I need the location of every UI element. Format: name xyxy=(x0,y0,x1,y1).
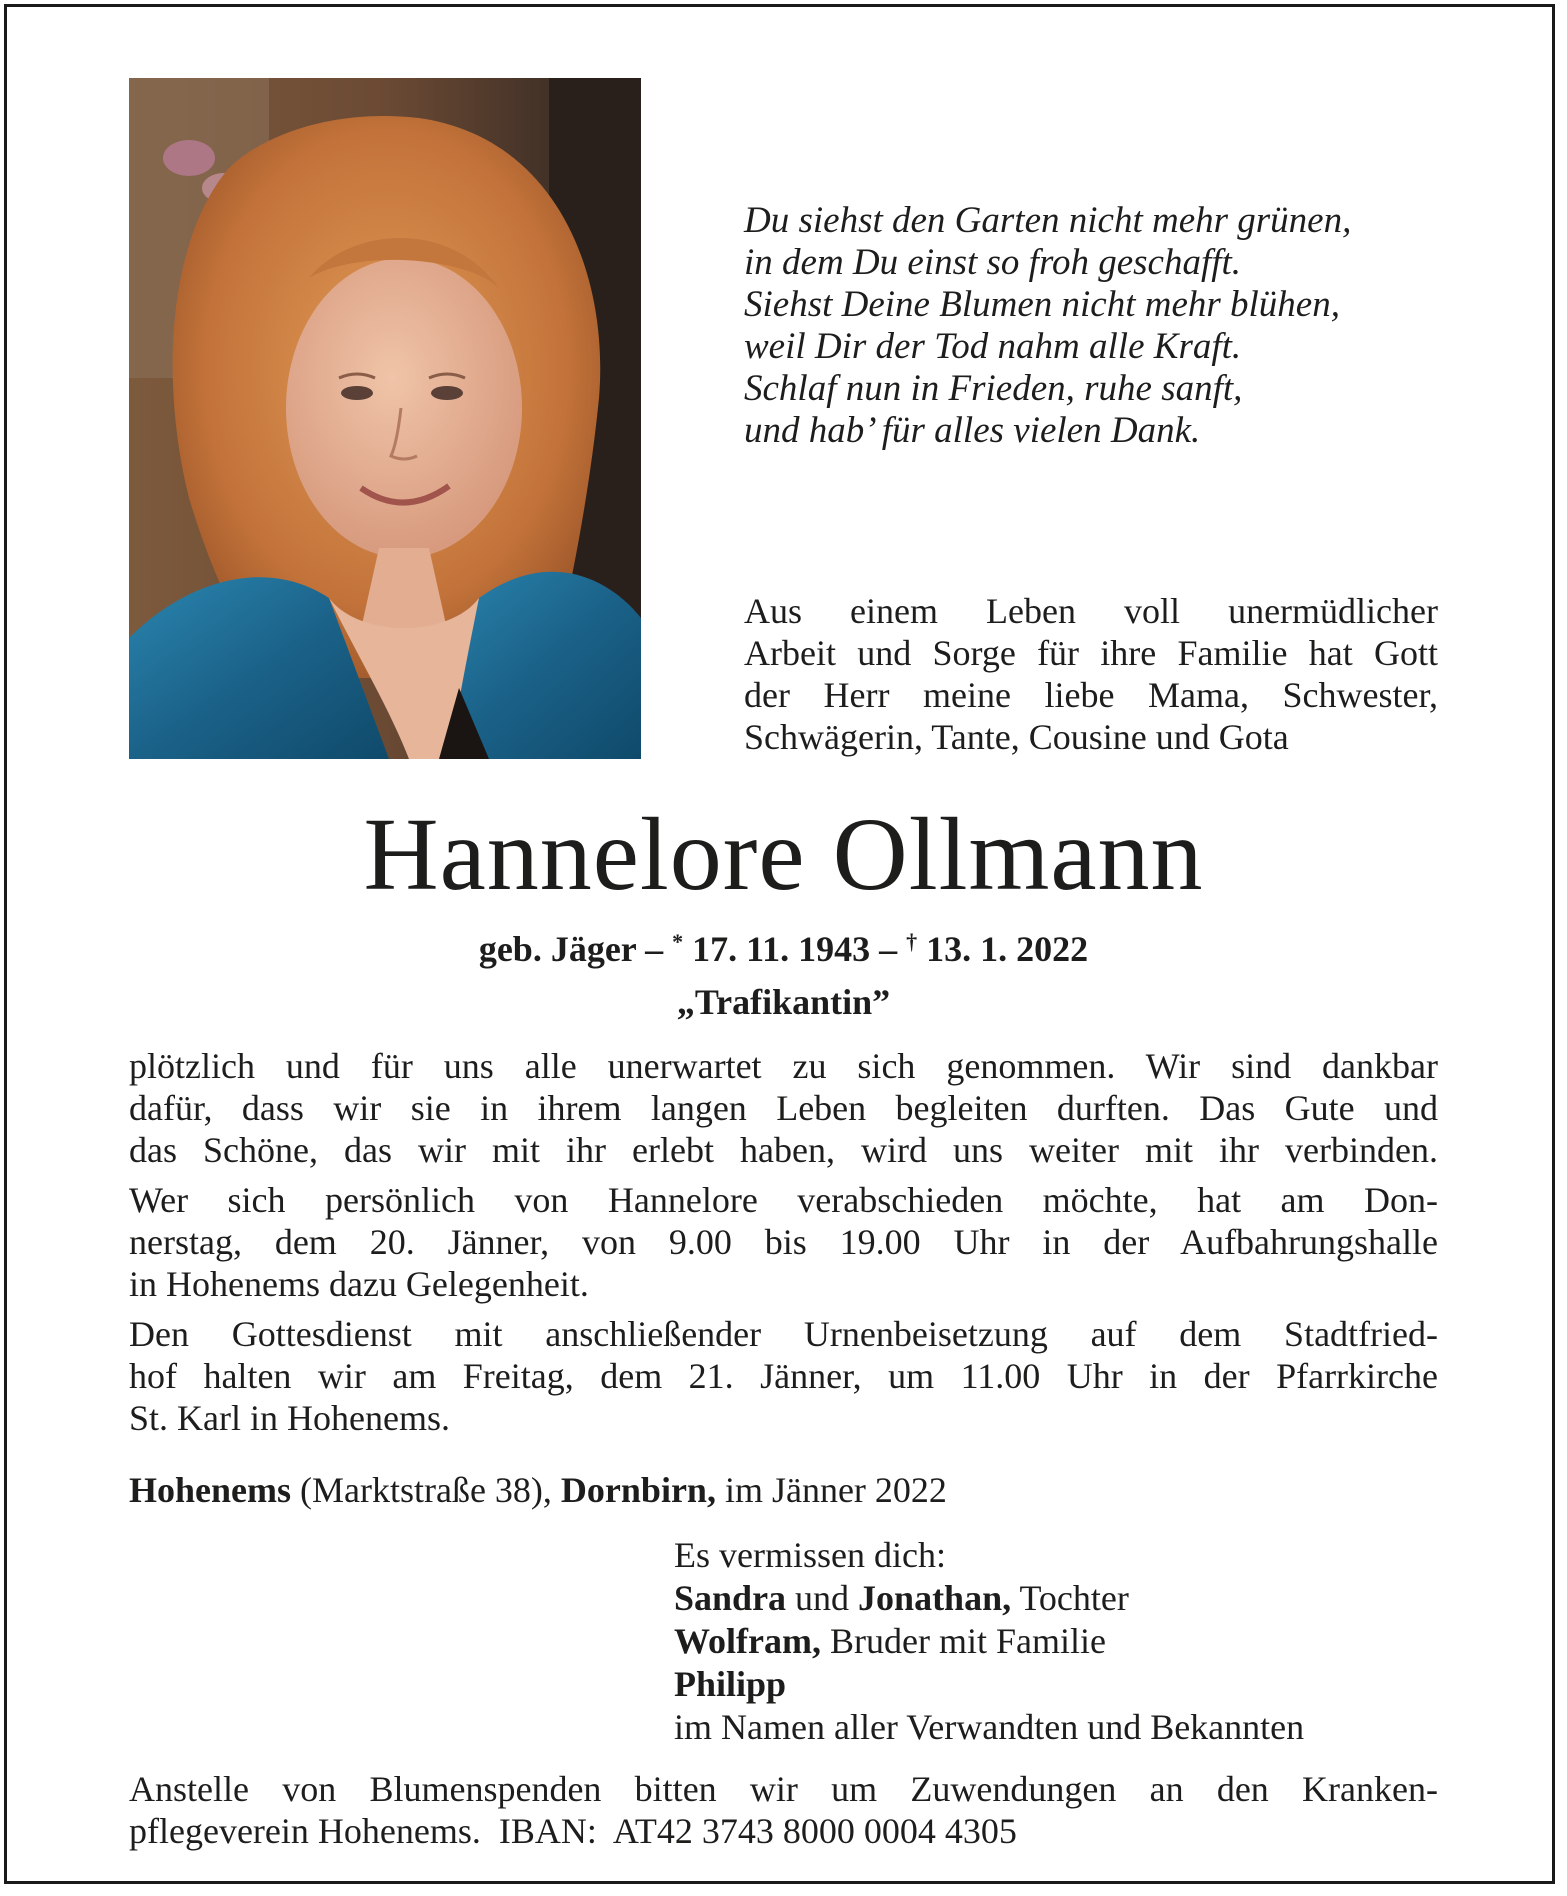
mourner-line xyxy=(674,1620,1454,1663)
portrait-image xyxy=(129,78,641,759)
donation-line: Anstelle von Blumenspenden bitten wir um Zuwendungen an den Kranken- xyxy=(129,1769,1438,1809)
mourners-list xyxy=(674,1534,1454,1749)
deceased-name: Hannelore Ollmann xyxy=(363,797,1204,912)
intro-line: Aus einem Leben voll unermüdlicher xyxy=(744,591,1438,631)
intro-line: der Herr meine liebe Mama, Schwester, xyxy=(744,675,1438,715)
mourner-name: Sandra xyxy=(674,1578,787,1618)
intro-text xyxy=(744,590,1438,758)
paragraph-viewing xyxy=(129,1179,1438,1305)
separator: – xyxy=(636,929,673,969)
poem-line: weil Dir der Tod nahm alle Kraft. xyxy=(744,326,1242,367)
poem-line: in dem Du einst so froh geschafft. xyxy=(744,242,1242,283)
donation-note xyxy=(129,1768,1438,1852)
birth-date: 17. 11. 1943 xyxy=(683,929,871,969)
donation-line: pflegeverein Hohenems. IBAN: AT42 3743 8000 0004 4305 xyxy=(129,1811,1017,1851)
body-line: in Hohenems dazu Gelegenheit. xyxy=(129,1264,589,1304)
body-line: das Schöne, das wir mit ihr erlebt haben, wird uns weiter mit ihr verbinden. xyxy=(129,1130,1438,1170)
relation: Bruder mit Familie xyxy=(820,1621,1106,1661)
mourners-heading: Es vermissen dich: xyxy=(674,1535,946,1575)
body-line: St. Karl in Hohenems. xyxy=(129,1398,450,1438)
death-date: 13. 1. 2022 xyxy=(917,929,1089,969)
mourner-name: Wolfram, xyxy=(674,1621,821,1661)
place-and-date xyxy=(129,1468,1438,1512)
body-line: Wer sich persönlich von Hannelore verabschieden möchte, hat am Don- xyxy=(129,1180,1438,1220)
body-line: dafür, dass wir sie in ihrem langen Leben begleiten durften. Das Gute und xyxy=(129,1088,1438,1128)
mourner-line xyxy=(674,1577,1454,1620)
separator: – xyxy=(870,929,907,969)
poem-line: Du siehst den Garten nicht mehr grünen, xyxy=(744,200,1352,241)
body-line: plötzlich und für uns alle unerwartet zu sich genommen. Wir sind dankbar xyxy=(129,1046,1438,1086)
intro-line: Arbeit und Sorge für ihre Familie hat Gott xyxy=(744,633,1438,673)
mourners-closing: im Namen aller Verwandten und Bekannten xyxy=(674,1707,1305,1747)
maiden-name: geb. Jäger xyxy=(478,929,637,969)
body-line: Den Gottesdienst mit anschließender Urnenbeisetzung auf dem Stadtfried- xyxy=(129,1314,1438,1354)
paragraph-service xyxy=(129,1313,1438,1439)
poem-line: Schlaf nun in Frieden, ruhe sanft, xyxy=(744,368,1243,409)
birth-symbol: * xyxy=(672,929,684,954)
life-dates xyxy=(0,920,1567,971)
address: (Marktstraße 38), xyxy=(291,1470,561,1510)
memorial-poem xyxy=(744,200,1464,452)
town-dornbirn: Dornbirn, xyxy=(560,1470,716,1510)
mourner-name: Jonathan, xyxy=(858,1578,1012,1618)
poem-line: und hab’ für alles vielen Dank. xyxy=(744,410,1201,451)
town-hohenems: Hohenems xyxy=(129,1470,291,1510)
portrait-photo xyxy=(129,78,641,759)
mourner-line xyxy=(674,1663,1454,1706)
body-line: hof halten wir am Freitag, dem 21. Jänner, um 11.00 Uhr in der Pfarrkirche xyxy=(129,1356,1438,1396)
poem-line: Siehst Deine Blumen nicht mehr blühen, xyxy=(744,284,1340,325)
conjunction: und xyxy=(786,1578,859,1618)
mourner-name: Philipp xyxy=(674,1664,787,1704)
intro-line: Schwägerin, Tante, Cousine und Gota xyxy=(744,717,1289,757)
obituary-body xyxy=(129,1045,1438,1447)
date: im Jänner 2022 xyxy=(715,1470,947,1510)
death-symbol: † xyxy=(906,929,918,954)
relation: Tochter xyxy=(1011,1578,1129,1618)
paragraph-announcement xyxy=(129,1045,1438,1171)
body-line: nerstag, dem 20. Jänner, von 9.00 bis 19.00 Uhr in der Aufbahrungshalle xyxy=(129,1222,1438,1262)
occupation: „Trafikantin” xyxy=(676,982,891,1022)
